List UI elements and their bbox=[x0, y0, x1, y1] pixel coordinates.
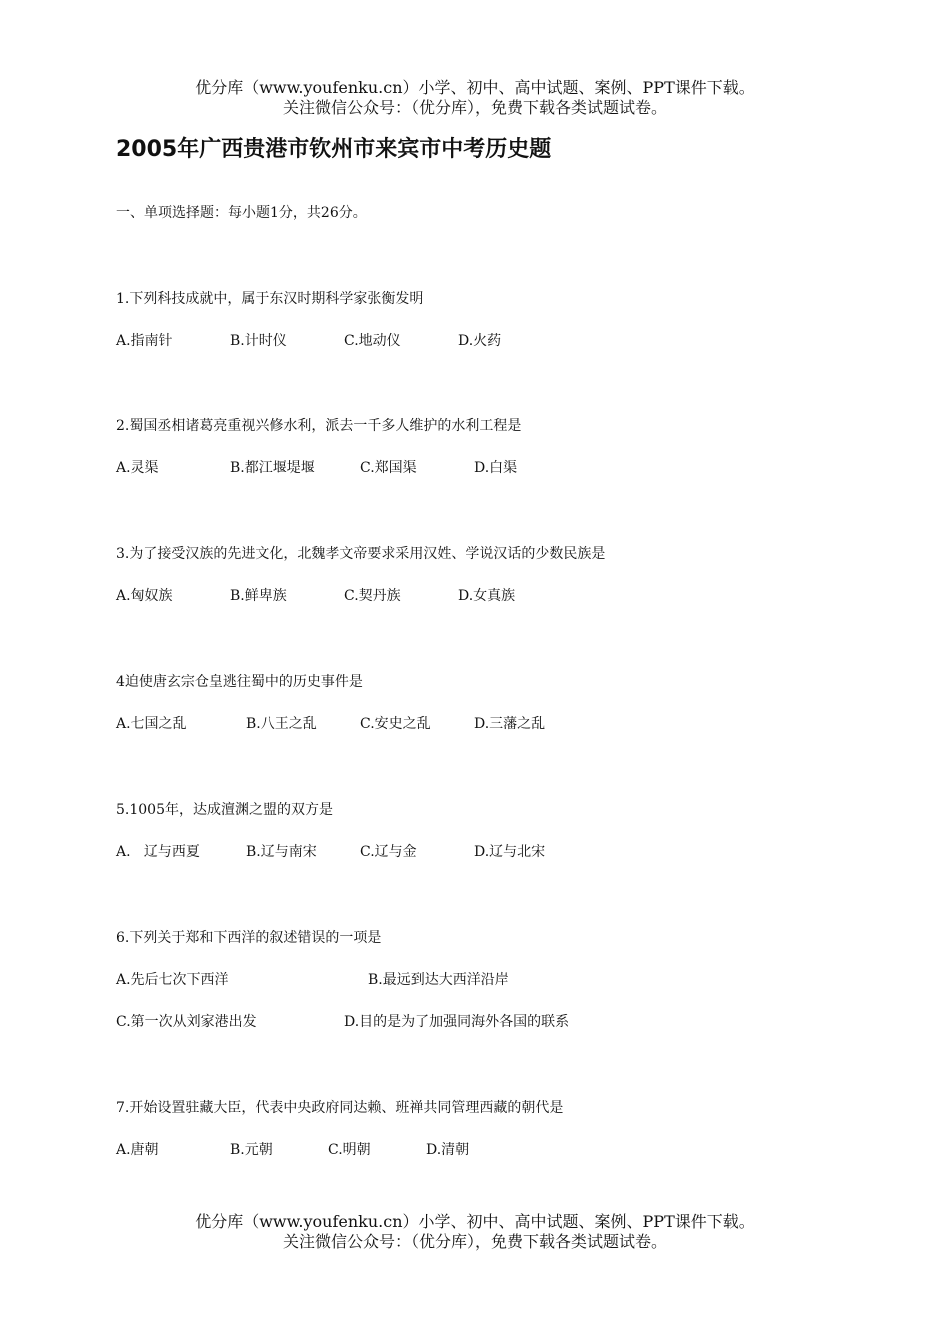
option-a: A.七国之乱 bbox=[116, 716, 187, 732]
option-d: D.三藩之乱 bbox=[474, 716, 546, 732]
option-d: D.目的是为了加强同海外各国的联系 bbox=[344, 1014, 570, 1030]
question-5-stem: 5.1005年，达成澶渊之盟的双方是 bbox=[116, 802, 333, 818]
option-b: B.最远到达大西洋沿岸 bbox=[368, 972, 509, 988]
question-3-stem: 3.为了接受汉族的先进文化，北魏孝文帝要求采用汉姓、学说汉话的少数民族是 bbox=[116, 546, 606, 562]
footer-line-1: 优分库（www.youfenku.cn）小学、初中、高中试题、案例、PPT课件下载。 bbox=[195, 1212, 755, 1231]
option-c: C.契丹族 bbox=[344, 588, 401, 604]
option-a: A.指南针 bbox=[116, 333, 173, 349]
option-c: C.郑国渠 bbox=[360, 460, 417, 476]
option-c: C.安史之乱 bbox=[360, 716, 431, 732]
document-title: 2005年广西贵港市钦州市来宾市中考历史题 bbox=[116, 137, 552, 162]
option-a: A. 辽与西夏 bbox=[116, 844, 200, 860]
option-d: D.女真族 bbox=[458, 588, 516, 604]
header-line-2: 关注微信公众号：（优分库），免费下载各类试题试卷。 bbox=[282, 98, 667, 117]
section-heading: 一、单项选择题：每小题1分，共26分。 bbox=[116, 205, 367, 221]
question-6-options-row-1 bbox=[116, 969, 836, 989]
page-footer bbox=[0, 1212, 950, 1252]
footer-line-2: 关注微信公众号：（优分库），免费下载各类试题试卷。 bbox=[282, 1232, 667, 1251]
option-c: C.辽与金 bbox=[360, 844, 417, 860]
option-c: C.地动仪 bbox=[344, 333, 401, 349]
question-2-options bbox=[116, 457, 836, 477]
header-line-1: 优分库（www.youfenku.cn）小学、初中、高中试题、案例、PPT课件下载。 bbox=[195, 78, 755, 97]
option-a: A.唐朝 bbox=[116, 1142, 159, 1158]
option-a: A.先后七次下西洋 bbox=[116, 972, 229, 988]
option-b: B.鲜卑族 bbox=[230, 588, 287, 604]
option-d: D.火药 bbox=[458, 333, 502, 349]
question-6-stem: 6.下列关于郑和下西洋的叙述错误的一项是 bbox=[116, 930, 382, 946]
option-d: D.白渠 bbox=[474, 460, 518, 476]
option-b: B.辽与南宋 bbox=[246, 844, 317, 860]
question-7-stem: 7.开始设置驻藏大臣，代表中央政府同达赖、班禅共同管理西藏的朝代是 bbox=[116, 1100, 564, 1116]
option-a: A.匈奴族 bbox=[116, 588, 173, 604]
question-1-stem: 1.下列科技成就中，属于东汉时期科学家张衡发明 bbox=[116, 291, 424, 307]
page-header bbox=[0, 78, 950, 118]
option-d: D.清朝 bbox=[426, 1142, 470, 1158]
option-d: D.辽与北宋 bbox=[474, 844, 546, 860]
question-7-options bbox=[116, 1139, 836, 1159]
question-4-stem: 4迫使唐玄宗仓皇逃往蜀中的历史事件是 bbox=[116, 674, 363, 690]
question-3-options bbox=[116, 585, 836, 605]
question-1-options bbox=[116, 330, 836, 350]
option-b: B.都江堰堤堰 bbox=[230, 460, 315, 476]
option-b: B.八王之乱 bbox=[246, 716, 317, 732]
question-5-options bbox=[116, 841, 836, 861]
question-2-stem: 2.蜀国丞相诸葛亮重视兴修水利，派去一千多人维护的水利工程是 bbox=[116, 418, 522, 434]
question-4-options bbox=[116, 713, 836, 733]
option-c: C.第一次从刘家港出发 bbox=[116, 1014, 257, 1030]
option-b: B.元朝 bbox=[230, 1142, 273, 1158]
question-6-options-row-2 bbox=[116, 1011, 836, 1031]
option-b: B.计时仪 bbox=[230, 333, 287, 349]
option-a: A.灵渠 bbox=[116, 460, 159, 476]
option-c: C.明朝 bbox=[328, 1142, 371, 1158]
